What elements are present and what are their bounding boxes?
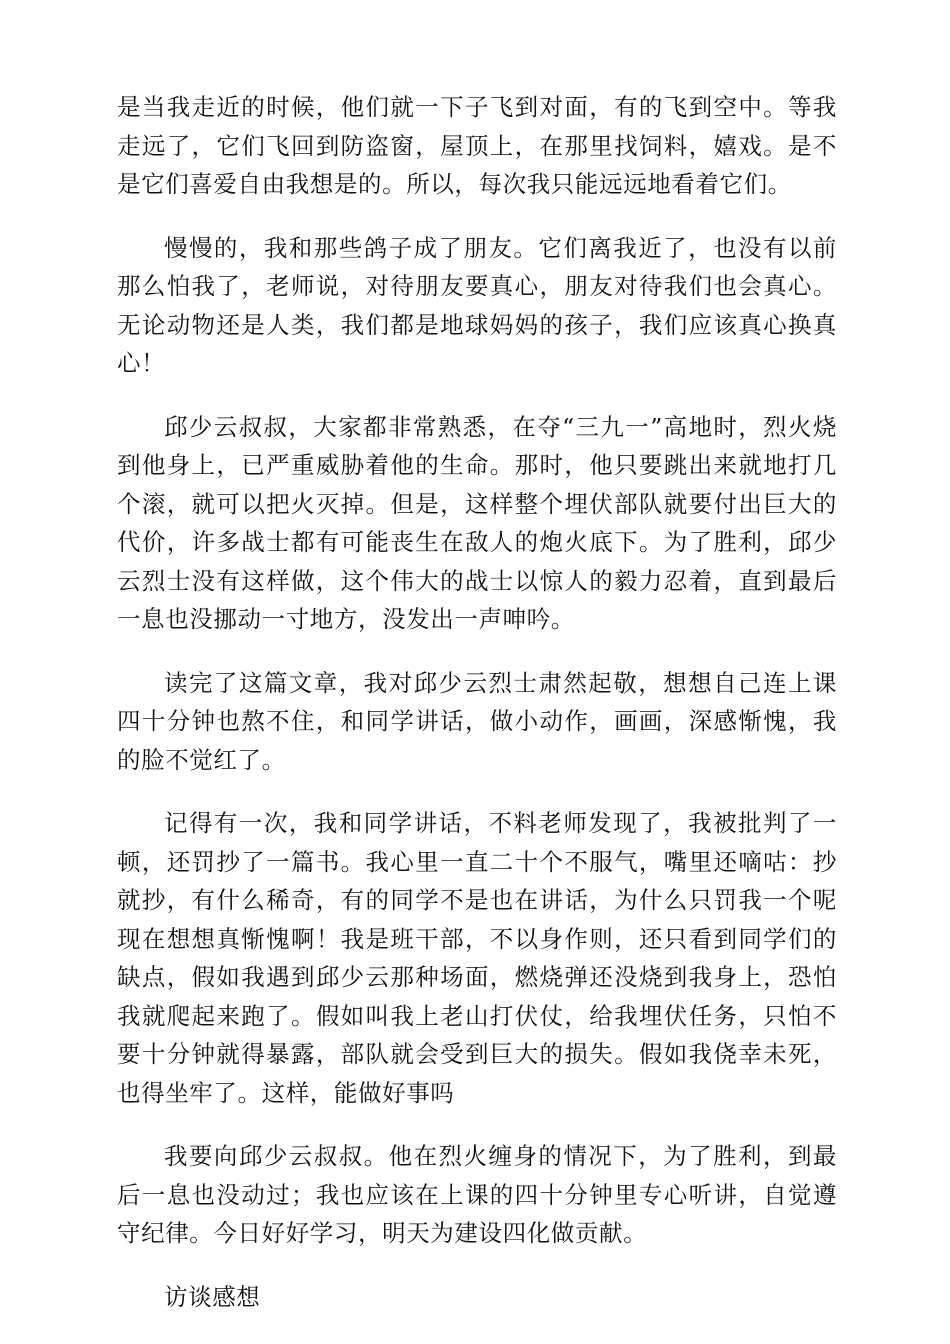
document-page: [117, 88, 837, 1316]
paragraph-3: 邱少云叔叔，大家都非常熟悉，在夺“三九一”高地时，烈火烧到他身上，已严重威胁着他的生命。那时，他只要跳出来就地打几个滚，就可以把火灭掉。但是，这样整个埋伏部队就要付出巨大的代价，许多战士都有可能丧生在敌人的炮火底下。为了胜利，邱少云烈士没有这样做，这个伟大的战士以惊人的毅力忍着，直到最后一息也没挪动一寸地方，没发出一声呻吟。: [117, 412, 837, 633]
paragraph-4: 读完了这篇文章，我对邱少云烈士肃然起敬，想想自己连上课四十分钟也熬不住，和同学讲话，做小动作，画画，深感惭愧，我的脸不觉红了。: [117, 668, 837, 774]
paragraph-1: 是当我走近的时候，他们就一下子飞到对面，有的飞到空中。等我走远了，它们飞回到防盗窗，屋顶上，在那里找饲料，嬉戏。是不是它们喜爱自由我想是的。所以，每次我只能远远地看着它们。: [117, 93, 837, 198]
paragraph-5: 记得有一次，我和同学讲话，不料老师发现了，我被批判了一顿，还罚抄了一篇书。我心里一直二十个不服气，嘴里还嘀咕：抄就抄，有什么稀奇，有的同学不是也在讲话，为什么只罚我一个呢现在想想真惭愧啊！我是班干部，不以身作则，还只看到同学们的缺点，假如我遇到邱少云那种场面，燃烧弹还没烧到我身上，恐怕我就爬起来跑了。假如叫我上老山打伏仗，给我埋伏任务，只怕不要十分钟就得暴露，部队就会受到巨大的损失。假如我侥幸未死，也得坐牢了。这样，能做好事吗: [117, 809, 837, 1107]
paragraph-6: 我要向邱少云叔叔。他在烈火缠身的情况下，为了胜利，到最后一息也没动过；我也应该在上课的四十分钟里专心听讲，自觉遵守纪律。今日好好学习，明天为建设四化做贡献。: [117, 1142, 837, 1247]
section-heading: 访谈感想: [164, 1282, 261, 1311]
paragraph-2: 慢慢的，我和那些鸽子成了朋友。它们离我近了，也没有以前那么怕我了，老师说，对待朋友要真心，朋友对待我们也会真心。无论动物还是人类，我们都是地球妈妈的孩子，我们应该真心换真心！: [117, 233, 837, 377]
